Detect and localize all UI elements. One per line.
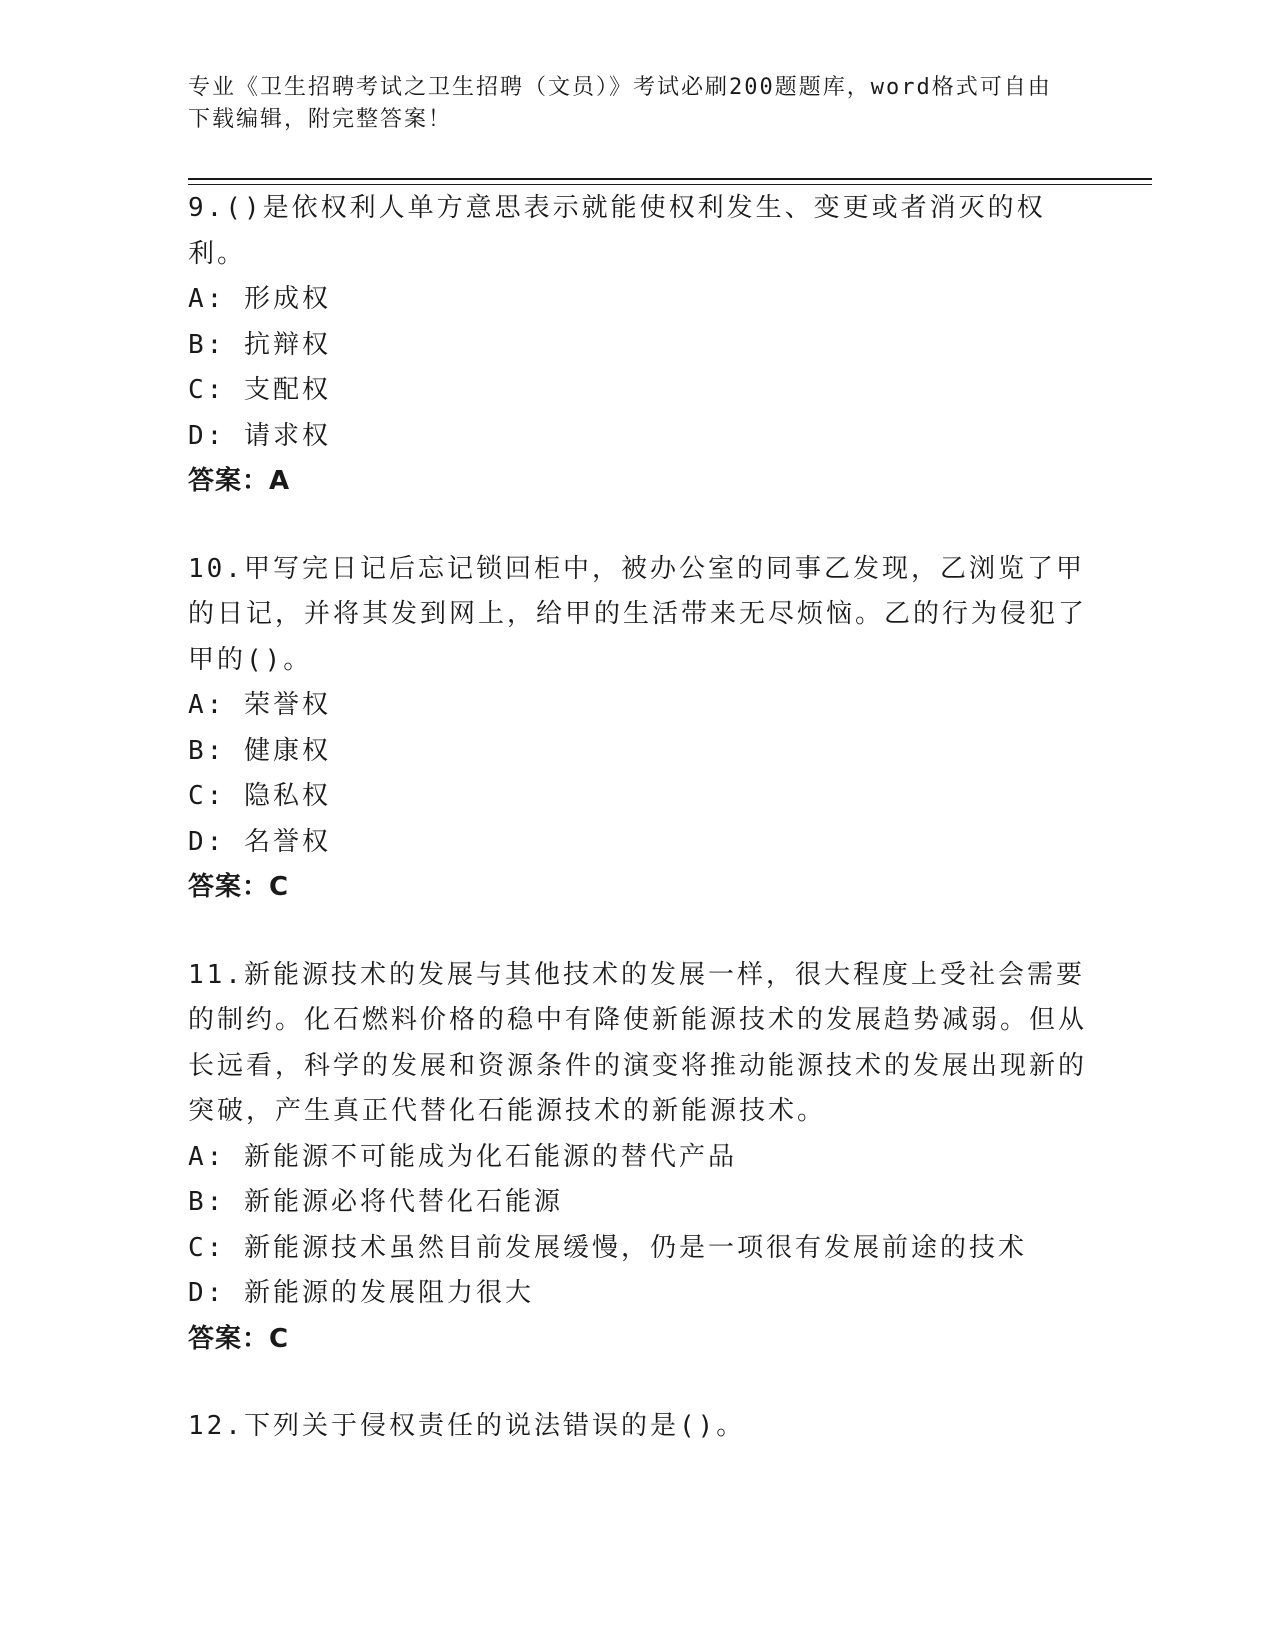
option-b: B: 新能源必将代替化石能源 (188, 1187, 563, 1217)
answer-line: 答案：C (188, 1323, 290, 1354)
option-a: A: 新能源不可能成为化石能源的替代产品 (188, 1141, 737, 1172)
option-d: D: 新能源的发展阻力很大 (188, 1278, 534, 1308)
header-divider-thin (188, 184, 1152, 185)
option-b: B: 健康权 (188, 735, 331, 766)
question-stem: 12.下列关于侵权责任的说法错误的是()。 (188, 1411, 746, 1441)
option-d: D: 名誉权 (188, 826, 331, 857)
answer-line: 答案：C (188, 872, 290, 902)
question-item (188, 186, 1088, 505)
question-item (188, 547, 1088, 911)
question-item (188, 1404, 1088, 1450)
option-d: D: 请求权 (188, 420, 331, 451)
question-stem: 10.甲写完日记后忘记锁回柜中，被办公室的同事乙发现，乙浏览了甲的日记，并将其发到网上，给甲的生活带来无尽烦恼。乙的行为侵犯了甲的()。 (188, 553, 1088, 675)
option-c: C: 支配权 (188, 375, 331, 405)
option-a: A: 荣誉权 (188, 690, 331, 720)
option-b: B: 抗辩权 (188, 329, 331, 360)
question-list (188, 186, 1088, 1492)
question-item (188, 953, 1088, 1363)
question-stem: 9.()是依权利人单方意思表示就能使权利发生、变更或者消灭的权利。 (188, 193, 1046, 269)
header-divider-thick (188, 178, 1152, 180)
document-header: 专业《卫生招聘考试之卫生招聘（文员）》考试必刷200题题库，word格式可自由下载编辑，附完整答案！ (188, 75, 1052, 132)
option-a: A: 形成权 (188, 284, 331, 314)
option-c: C: 新能源技术虽然目前发展缓慢，仍是一项很有发展前途的技术 (188, 1232, 1027, 1263)
option-c: C: 隐私权 (188, 781, 331, 811)
question-stem: 11.新能源技术的发展与其他技术的发展一样，很大程度上受社会需要的制约。化石燃料价格的稳中有降使新能源技术的发展趋势减弱。但从长远看，科学的发展和资源条件的演变将推动能源技术的发展出现新的突破，产生真正代替化石能源技术的新能源技术。 (188, 959, 1088, 1126)
answer-line: 答案：A (188, 466, 291, 496)
